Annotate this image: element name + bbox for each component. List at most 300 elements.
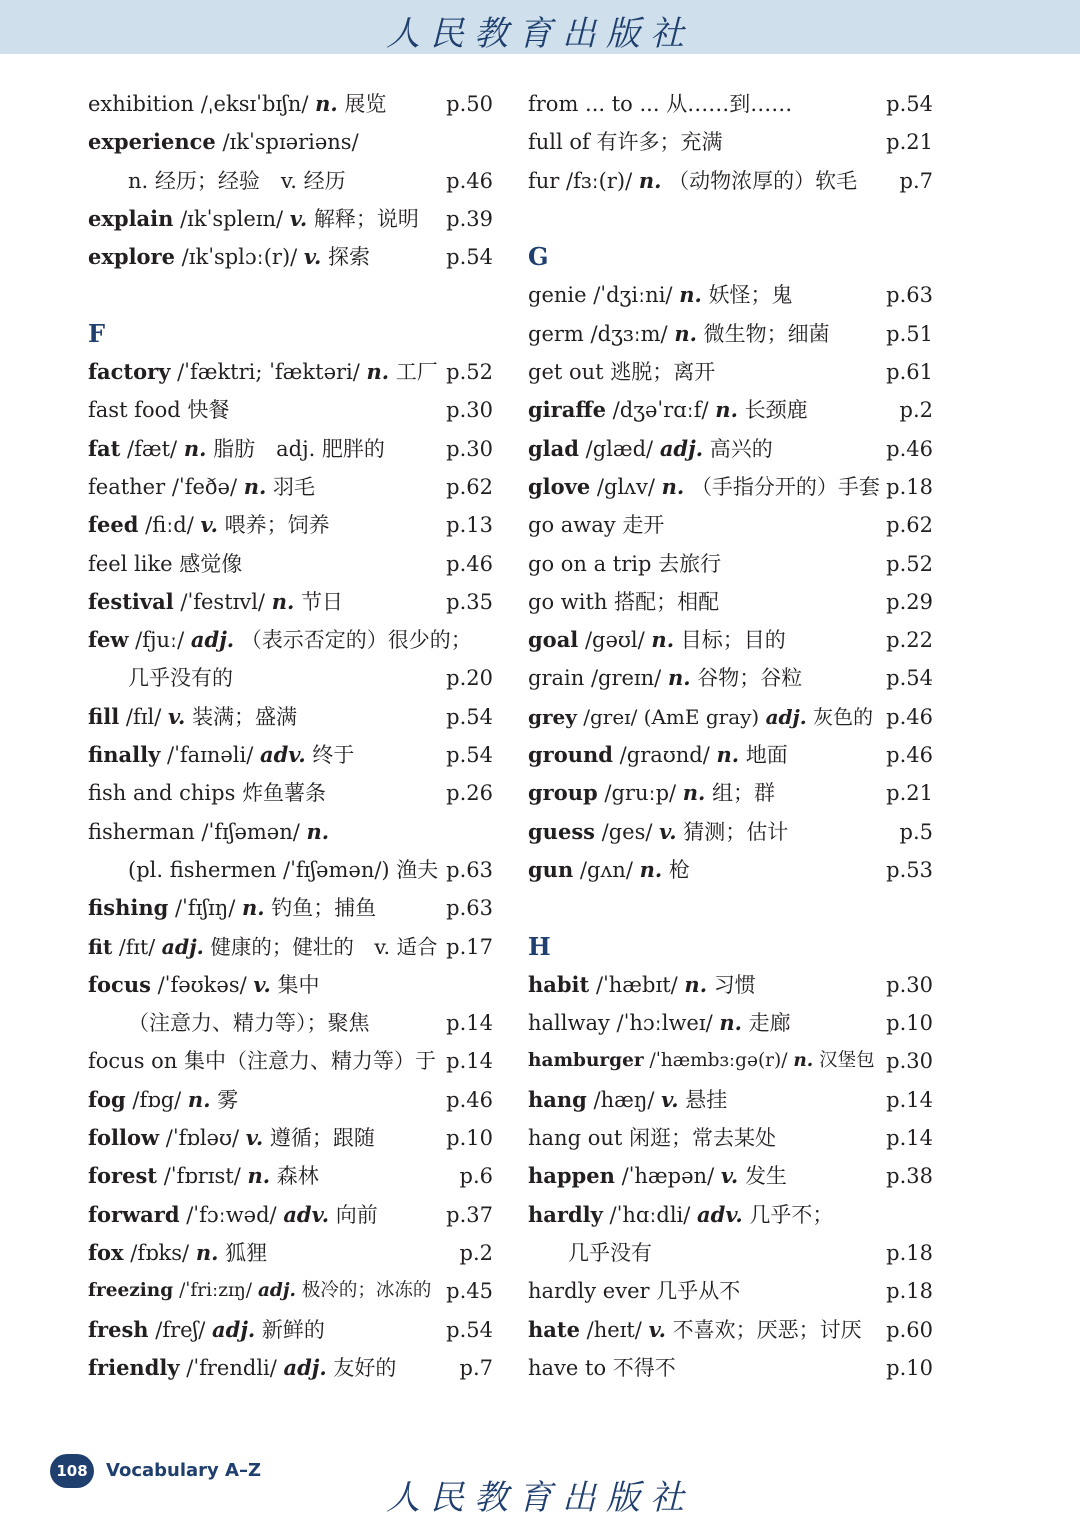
chinese-meaning: 长颈鹿 xyxy=(744,398,808,423)
page-reference: p.22 xyxy=(886,628,933,653)
vocab-row xyxy=(88,200,493,238)
letter-section-row xyxy=(88,315,493,353)
chinese-meaning: 健康的；健壮的 v. 适合 xyxy=(210,934,438,959)
part-of-speech: adv. xyxy=(697,1201,743,1227)
chinese-meaning: 妖怪；鬼 xyxy=(708,283,793,308)
vocab-entry xyxy=(88,545,242,583)
vocab-entry xyxy=(88,391,229,429)
chinese-meaning: 去旅行 xyxy=(658,551,722,576)
headword: glove xyxy=(528,473,591,499)
vocab-row xyxy=(528,468,933,506)
vocab-entry xyxy=(528,621,786,659)
page-reference: p.54 xyxy=(446,245,493,270)
headword: feel like xyxy=(88,551,173,576)
page-reference: p.52 xyxy=(886,551,933,576)
page-reference: p.52 xyxy=(446,360,493,385)
page-reference: p.63 xyxy=(446,896,493,921)
part-of-speech: v. xyxy=(245,1125,264,1151)
headword: hallway xyxy=(528,1011,610,1036)
vocab-entry xyxy=(88,774,326,812)
part-of-speech: n. xyxy=(183,435,207,461)
part-of-speech: n. xyxy=(667,665,691,691)
pronunciation: /ˈfrendli/ xyxy=(186,1355,277,1380)
vocab-row xyxy=(528,430,933,468)
chinese-meaning: 炸鱼薯条 xyxy=(242,781,327,806)
vocab-entry xyxy=(88,238,370,276)
vocab-entry xyxy=(88,621,472,659)
part-of-speech: adj. xyxy=(161,934,204,959)
vocab-entry xyxy=(528,123,723,161)
vocab-row xyxy=(88,774,493,812)
chinese-meaning: 森林 xyxy=(276,1164,319,1189)
chinese-meaning: 高兴的 xyxy=(709,436,773,461)
entry-continuation: n. 经历；经验 v. 经历 xyxy=(128,168,346,193)
vocab-row xyxy=(88,928,493,966)
page-reference: p.54 xyxy=(446,1317,493,1342)
vocab-row xyxy=(88,1311,493,1349)
chinese-meaning: 几乎从不 xyxy=(656,1279,741,1304)
page-reference: p.54 xyxy=(446,704,493,729)
page-reference: p.13 xyxy=(446,513,493,538)
chinese-meaning: （手指分开的）手套 xyxy=(690,474,880,499)
page-reference: p.46 xyxy=(446,1087,493,1112)
part-of-speech: n. xyxy=(661,473,685,499)
part-of-speech: n. xyxy=(716,742,740,768)
part-of-speech: v. xyxy=(253,971,271,997)
page-reference: p.61 xyxy=(886,360,933,385)
chinese-meaning: 发生 xyxy=(744,1164,787,1189)
pronunciation: /fæt/ xyxy=(127,436,178,461)
vocab-row xyxy=(528,200,933,238)
part-of-speech: adv. xyxy=(283,1201,330,1227)
headword: explain xyxy=(88,205,174,231)
pronunciation: /ˈfriːzɪŋ/ xyxy=(179,1280,253,1302)
page-reference: p.30 xyxy=(446,398,493,423)
vocab-row xyxy=(88,1004,493,1042)
pronunciation: /fɒks/ xyxy=(130,1240,190,1265)
headword: germ xyxy=(528,321,584,346)
chinese-meaning: 猜测；估计 xyxy=(683,819,789,844)
part-of-speech: adj. xyxy=(659,435,704,461)
vocab-row xyxy=(528,659,933,697)
page-reference: p.63 xyxy=(886,283,933,308)
vocab-entry xyxy=(88,736,354,774)
pronunciation: /fɒg/ xyxy=(132,1087,182,1112)
chinese-meaning: 极冷的；冰冻的 xyxy=(301,1280,432,1302)
vocab-row xyxy=(528,315,933,353)
vocab-row xyxy=(88,1042,493,1080)
vocab-row xyxy=(528,85,933,123)
left-column xyxy=(88,85,493,1387)
part-of-speech: n. xyxy=(651,627,675,653)
vocab-entry xyxy=(528,774,775,812)
headword: hang out xyxy=(528,1126,623,1151)
part-of-speech: v. xyxy=(720,1163,739,1189)
vocab-row xyxy=(528,276,933,314)
chinese-meaning: （动物浓厚的）软毛 xyxy=(668,168,858,193)
part-of-speech: adj. xyxy=(190,627,235,653)
vocab-row xyxy=(528,1004,933,1042)
pronunciation: /greɪ/ (AmE gray) xyxy=(583,704,760,729)
chinese-meaning: 快餐 xyxy=(187,398,230,423)
page-reference: p.10 xyxy=(886,1355,933,1380)
part-of-speech: n. xyxy=(306,818,330,844)
page-reference: p.21 xyxy=(886,781,933,806)
page-reference: p.46 xyxy=(886,436,933,461)
part-of-speech: v. xyxy=(648,1316,666,1342)
chinese-meaning: 微生物；细菌 xyxy=(703,321,830,346)
pronunciation: /ˈhɔːlweɪ/ xyxy=(616,1011,713,1036)
vocab-row xyxy=(528,1119,933,1157)
page-reference: p.14 xyxy=(446,1049,493,1074)
page-reference: p.10 xyxy=(446,1126,493,1151)
headword: group xyxy=(528,780,598,806)
headword: from ... to ... xyxy=(528,92,660,116)
vocab-entry xyxy=(88,1042,436,1080)
chinese-meaning: 搭配；相配 xyxy=(614,589,720,614)
vocab-row xyxy=(88,468,493,506)
page-reference: p.63 xyxy=(446,857,493,882)
headword: fox xyxy=(88,1239,124,1265)
vocab-entry xyxy=(88,123,359,161)
headword: grain xyxy=(528,666,585,691)
part-of-speech: n. xyxy=(242,895,265,921)
chinese-meaning: 狐狸 xyxy=(225,1240,268,1265)
vocab-entry xyxy=(528,391,808,429)
headword: grey xyxy=(528,704,577,729)
page-reference: p.30 xyxy=(446,436,493,461)
page-reference: p.51 xyxy=(886,321,933,346)
pronunciation: /ˌeksɪˈbɪʃn/ xyxy=(200,92,309,116)
vocab-row xyxy=(528,1349,933,1387)
vocab-entry xyxy=(88,1349,396,1387)
part-of-speech: n. xyxy=(187,1086,211,1112)
headword: fat xyxy=(88,435,121,461)
vocab-row xyxy=(88,430,493,468)
headword: finally xyxy=(88,742,161,768)
headword: hate xyxy=(528,1316,580,1342)
chinese-meaning: 节日 xyxy=(300,589,343,614)
part-of-speech: v. xyxy=(661,1086,679,1112)
part-of-speech: n. xyxy=(719,1010,742,1036)
vocab-row xyxy=(528,851,933,889)
chinese-meaning: 不喜欢；厌恶；讨厌 xyxy=(672,1317,862,1342)
vocab-row xyxy=(88,1234,493,1272)
vocab-entry xyxy=(88,698,297,736)
vocab-row xyxy=(528,1272,933,1310)
vocab-entry xyxy=(88,1234,267,1272)
vocab-row xyxy=(88,1081,493,1119)
vocab-entry xyxy=(528,1004,791,1042)
part-of-speech: v. xyxy=(303,244,322,270)
vocab-entry xyxy=(528,813,788,851)
headword: giraffe xyxy=(528,397,606,423)
vocab-entry xyxy=(528,1081,727,1119)
vocab-row xyxy=(528,391,933,429)
chinese-meaning: 展览 xyxy=(344,92,387,116)
pronunciation: /glæd/ xyxy=(585,436,654,461)
headword: go with xyxy=(528,589,608,614)
chinese-meaning: 脂肪 adj. 肥胖的 xyxy=(213,436,385,461)
chinese-meaning: 目标；目的 xyxy=(680,628,786,653)
pronunciation: /ˈfestɪvl/ xyxy=(180,589,266,614)
section-title: Vocabulary A–Z xyxy=(106,1460,262,1481)
vocab-row xyxy=(88,162,493,200)
vocab-entry xyxy=(528,583,719,621)
part-of-speech: n. xyxy=(682,780,706,806)
headword: exhibition xyxy=(88,92,194,116)
chinese-meaning: 集中 xyxy=(277,972,320,997)
chinese-meaning: 悬挂 xyxy=(685,1087,728,1112)
pronunciation: /fɜː(r)/ xyxy=(566,168,633,193)
chinese-meaning: 友好的 xyxy=(333,1355,397,1380)
vocab-row xyxy=(88,698,493,736)
vocab-entry xyxy=(528,966,756,1004)
chinese-meaning: 汉堡包 xyxy=(819,1050,875,1072)
vocab-row xyxy=(528,545,933,583)
vocab-row xyxy=(88,1196,493,1234)
chinese-meaning: 逃脱；离开 xyxy=(610,360,716,385)
vocab-row xyxy=(88,621,493,659)
page-reference: p.2 xyxy=(899,398,933,423)
page-reference: p.53 xyxy=(886,857,933,882)
vocab-entry xyxy=(528,1157,787,1195)
pronunciation: /ˈhæbɪt/ xyxy=(595,972,678,997)
page-reference: p.50 xyxy=(446,92,493,116)
vocab-row xyxy=(88,889,493,927)
headword: hardly ever xyxy=(528,1279,650,1304)
pronunciation: /ˈhæmbɜːgə(r)/ xyxy=(649,1050,788,1072)
part-of-speech: v. xyxy=(659,818,677,844)
vocab-entry xyxy=(528,468,880,506)
page-reference: p.38 xyxy=(886,1164,933,1189)
vocab-entry xyxy=(528,1311,862,1349)
letter-section-row xyxy=(528,928,933,966)
page-reference: p.6 xyxy=(459,1164,493,1189)
pronunciation: /fɪl/ xyxy=(125,704,162,729)
chinese-meaning: 习惯 xyxy=(713,972,756,997)
pronunciation: /greɪn/ xyxy=(590,666,662,691)
pronunciation: /ˈdʒiːni/ xyxy=(593,283,673,308)
page-reference: p.46 xyxy=(446,168,493,193)
headword: fit xyxy=(88,934,113,959)
vocab-row xyxy=(88,545,493,583)
pronunciation: /freʃ/ xyxy=(155,1317,206,1342)
part-of-speech: v. xyxy=(289,205,308,231)
vocab-row xyxy=(528,621,933,659)
page-reference: p.17 xyxy=(446,934,493,959)
part-of-speech: adj. xyxy=(283,1354,327,1380)
headword: have to xyxy=(528,1355,607,1380)
vocab-entry xyxy=(528,851,690,889)
page-reference: p.20 xyxy=(446,666,493,691)
vocab-row xyxy=(528,1196,933,1234)
letter-heading: G xyxy=(528,242,549,272)
pronunciation: /ɪkˈsplɔː(r)/ xyxy=(181,245,298,270)
vocab-row xyxy=(88,659,493,697)
pronunciation: /glʌv/ xyxy=(596,474,655,499)
pronunciation: /hæŋ/ xyxy=(593,1087,655,1112)
page-reference: p.30 xyxy=(886,972,933,997)
vocab-row xyxy=(528,1311,933,1349)
chinese-meaning: 不得不 xyxy=(612,1355,676,1380)
headword: focus xyxy=(88,971,151,997)
page-reference: p.62 xyxy=(446,474,493,499)
chinese-meaning: 钓鱼；捕鱼 xyxy=(271,896,377,921)
vocab-entry xyxy=(528,85,792,123)
vocab-row xyxy=(88,238,493,276)
headword: hamburger xyxy=(528,1050,644,1072)
chinese-meaning: 地面 xyxy=(745,743,788,768)
vocab-entry xyxy=(528,162,857,200)
vocab-entry xyxy=(528,659,802,697)
vocab-entry xyxy=(528,430,773,468)
headword: festival xyxy=(88,588,174,614)
vocab-row xyxy=(528,353,933,391)
pronunciation: /ˈhæpən/ xyxy=(621,1164,715,1189)
headword: go away xyxy=(528,513,616,538)
vocab-row xyxy=(88,813,493,851)
chinese-meaning: 谷物；谷粒 xyxy=(697,666,803,691)
pronunciation: /ˈfɒləʊ/ xyxy=(165,1126,240,1151)
headword: follow xyxy=(88,1125,160,1151)
vocab-entry xyxy=(88,813,329,851)
pronunciation: /ges/ xyxy=(601,819,653,844)
page-reference: p.18 xyxy=(886,474,933,499)
pronunciation: /fɪt/ xyxy=(118,934,156,959)
headword: forward xyxy=(88,1201,180,1227)
vocab-row xyxy=(528,736,933,774)
part-of-speech: n. xyxy=(715,397,738,423)
vocab-entry xyxy=(528,1119,776,1157)
vocab-entry xyxy=(88,966,319,1004)
vocab-row xyxy=(88,353,493,391)
vocab-row xyxy=(88,1349,493,1387)
page-reference: p.18 xyxy=(886,1279,933,1304)
pronunciation: /ˈfaɪnəli/ xyxy=(167,743,254,768)
headword: fresh xyxy=(88,1316,149,1342)
right-column xyxy=(528,85,933,1387)
page-reference: p.54 xyxy=(446,743,493,768)
headword: fill xyxy=(88,703,120,729)
part-of-speech: v. xyxy=(200,512,218,538)
vocab-row xyxy=(88,1157,493,1195)
vocab-entry xyxy=(88,353,438,391)
page-reference: p.30 xyxy=(886,1049,933,1074)
chinese-meaning: 闲逛；常去某处 xyxy=(628,1126,776,1151)
vocab-entry xyxy=(528,1349,676,1387)
vocab-row xyxy=(528,889,933,927)
part-of-speech: adj. xyxy=(257,1280,296,1302)
part-of-speech: n. xyxy=(195,1239,219,1265)
vocab-entry xyxy=(528,506,664,544)
part-of-speech: n. xyxy=(315,91,338,116)
page-reference: p.37 xyxy=(446,1202,493,1227)
vocab-entry xyxy=(88,1196,378,1234)
headword: freezing xyxy=(88,1280,174,1302)
vocab-entry xyxy=(528,315,830,353)
vocab-entry xyxy=(88,928,438,966)
headword: experience xyxy=(88,129,216,155)
page-reference: p.2 xyxy=(459,1240,493,1265)
vocab-row xyxy=(528,583,933,621)
chinese-meaning: 解释；说明 xyxy=(313,206,419,231)
vocab-entry xyxy=(88,889,376,927)
page-reference: p.5 xyxy=(899,819,933,844)
chinese-meaning: 组；群 xyxy=(712,781,776,806)
headword: ground xyxy=(528,742,613,768)
part-of-speech: n. xyxy=(679,282,702,308)
page-reference: p.14 xyxy=(886,1087,933,1112)
headword: few xyxy=(88,627,129,653)
pronunciation: /dʒɜːm/ xyxy=(590,321,668,346)
page-reference: p.46 xyxy=(446,551,493,576)
page-reference: p.26 xyxy=(446,781,493,806)
vocab-row xyxy=(528,123,933,161)
part-of-speech: n. xyxy=(674,320,697,346)
entry-continuation: (pl. fishermen /ˈfɪʃəmən/) 渔夫 xyxy=(128,857,439,882)
chinese-meaning: 几乎不； xyxy=(749,1202,834,1227)
pronunciation: /ˈfɪʃɪŋ/ xyxy=(174,896,236,921)
vocab-entry xyxy=(88,430,385,468)
headword: fur xyxy=(528,168,560,193)
chinese-meaning: 终于 xyxy=(312,743,355,768)
chinese-meaning: 感觉像 xyxy=(179,551,243,576)
vocab-row xyxy=(528,1042,933,1080)
headword: fish and chips xyxy=(88,781,236,806)
part-of-speech: n. xyxy=(247,1163,271,1189)
headword: fisherman xyxy=(88,819,195,844)
vocab-row xyxy=(88,736,493,774)
vocab-entry xyxy=(528,736,788,774)
vocab-row xyxy=(528,506,933,544)
pronunciation: /ˈhɑːdli/ xyxy=(609,1202,691,1227)
headword: fishing xyxy=(88,895,169,921)
headword: habit xyxy=(528,971,590,997)
vocab-row xyxy=(88,1119,493,1157)
headword: friendly xyxy=(88,1354,180,1380)
chinese-meaning: 雾 xyxy=(217,1087,239,1112)
pronunciation: /ɪkˈspleɪn/ xyxy=(180,206,284,231)
headword: genie xyxy=(528,283,587,308)
vocab-entry xyxy=(88,1081,238,1119)
publisher-logo-top: 人民教育出版社 xyxy=(386,14,694,54)
vocab-row xyxy=(88,1272,493,1310)
vocab-entry xyxy=(88,1157,319,1195)
letter-heading: H xyxy=(528,931,551,961)
headword: hardly xyxy=(528,1201,603,1227)
headword: focus on xyxy=(88,1049,178,1074)
page-reference: p.46 xyxy=(886,743,933,768)
headword: guess xyxy=(528,818,595,844)
pronunciation: /gəʊl/ xyxy=(584,628,645,653)
chinese-meaning: 工厂 xyxy=(395,360,438,385)
headword: feather xyxy=(88,474,166,499)
chinese-meaning: 从……到…… xyxy=(666,92,793,116)
vocab-row xyxy=(528,162,933,200)
page-reference: p.45 xyxy=(446,1279,493,1304)
pronunciation: /ˈfɔːwəd/ xyxy=(186,1202,277,1227)
vocab-entry xyxy=(528,276,792,314)
publisher-logo-bottom: 人民教育出版社 xyxy=(386,1478,694,1518)
headword: glad xyxy=(528,435,579,461)
vocab-entry xyxy=(528,698,873,736)
pronunciation: /ˈfeðə/ xyxy=(171,474,238,499)
vocab-row xyxy=(528,698,933,736)
chinese-meaning: 遵循；跟随 xyxy=(269,1126,375,1151)
part-of-speech: adv. xyxy=(260,742,306,768)
page-reference: p.54 xyxy=(886,92,933,116)
